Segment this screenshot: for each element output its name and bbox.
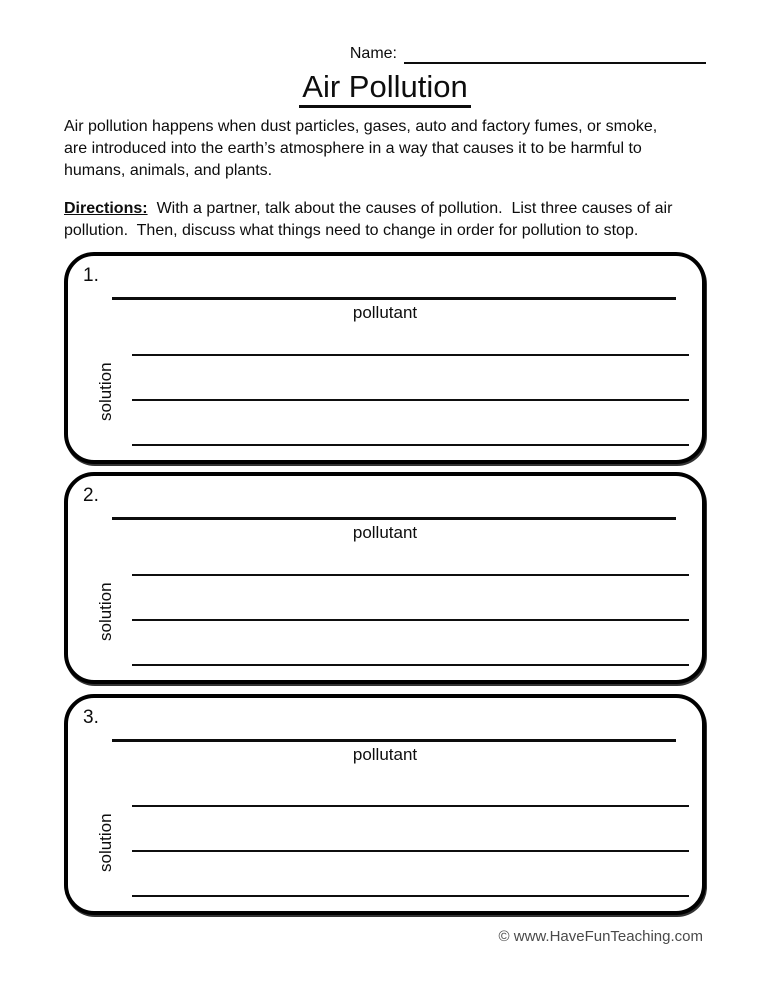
pollutant-caption: pollutant: [352, 745, 418, 764]
pollutant-caption: pollutant: [352, 523, 418, 542]
box-number: 1.: [83, 265, 99, 286]
solution-write-line-1: [132, 805, 689, 807]
solution-write-line-1: [132, 354, 689, 356]
solution-write-line-3: [132, 444, 689, 446]
solution-write-line-3: [132, 664, 689, 666]
answer-box-2: [64, 472, 706, 684]
solution-write-line-3: [132, 895, 689, 897]
pollutant-write-line: [112, 297, 676, 300]
answer-box-1: [64, 252, 706, 464]
solution-write-line-2: [132, 850, 689, 852]
directions-paragraph: [64, 198, 706, 242]
solution-caption: solution: [96, 362, 115, 422]
intro-line: humans, animals, and plants.: [64, 162, 273, 179]
name-label: Name:: [349, 45, 397, 62]
title-wrap: [64, 70, 706, 108]
answer-box-3: [64, 694, 706, 915]
directions-line: [64, 198, 706, 220]
copyright-text: © www.HaveFunTeaching.com: [498, 928, 703, 945]
intro-line: are introduced into the earth’s atmosphere in a way that causes it to be harmful to: [64, 140, 642, 157]
directions-label: Directions:: [64, 200, 148, 217]
name-write-line: [404, 45, 706, 64]
directions-line: pollution. Then, discuss what things need to change in order for pollution to stop.: [64, 222, 639, 239]
name-row: [64, 44, 706, 64]
solution-write-line-1: [132, 574, 689, 576]
directions-text: With a partner, talk about the causes of pollution. List three causes of air: [156, 200, 673, 217]
box-number: 3.: [83, 707, 99, 728]
pollutant-caption: pollutant: [352, 303, 418, 322]
intro-paragraph: [64, 116, 706, 182]
solution-caption: solution: [96, 582, 115, 642]
box-number: 2.: [83, 485, 99, 506]
pollutant-write-line: [112, 739, 676, 742]
pollutant-write-line: [112, 517, 676, 520]
intro-line: Air pollution happens when dust particles, gases, auto and factory fumes, or smoke,: [64, 118, 658, 135]
solution-write-line-2: [132, 619, 689, 621]
solution-caption: solution: [96, 813, 115, 873]
page-title: Air Pollution: [299, 70, 470, 108]
solution-write-line-2: [132, 399, 689, 401]
